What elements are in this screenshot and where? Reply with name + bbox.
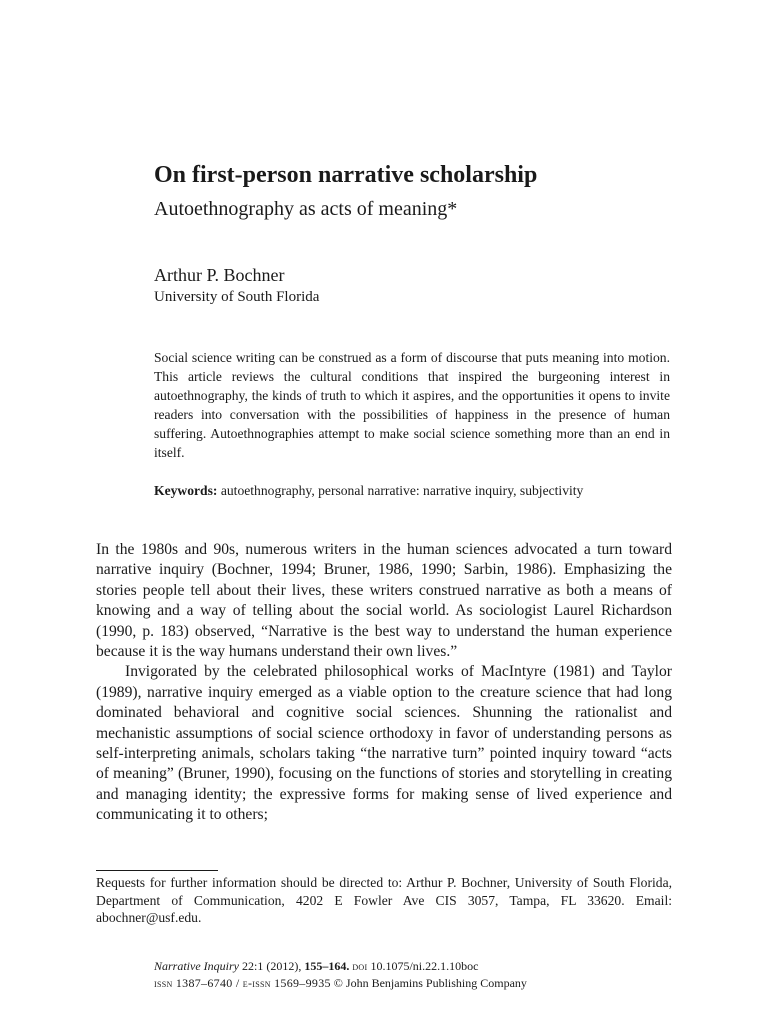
- abstract: Social science writing can be construed as a form of discourse that puts meaning into motion. This article reviews the cultural conditions that inspired the burgeoning interest in autoethnography, the kinds of truth to which it aspires, and the opportunities it opens to invite readers into conversation with the possibilities of happiness in the presence of human suffering. Autoethnographies attempt to make social science something more than an end in itself.: [154, 350, 670, 460]
- article-subtitle: Autoethnography as acts of meaning*: [154, 198, 458, 220]
- keywords-text: autoethnography, personal narrative: narrative inquiry, subjectivity: [220, 483, 584, 498]
- author-affiliation: University of South Florida: [154, 289, 320, 305]
- keywords-label: Keywords:: [154, 483, 218, 498]
- footnote: Requests for further information should be directed to: Arthur P. Bochner, University of South Florida, Department of Communication, 4202 E Fowler Ave CIS 3057, Tampa, FL 33620. Email: abochner@usf.edu.: [96, 875, 672, 925]
- article-title: On first-person narrative scholarship: [154, 162, 538, 188]
- doi-label: doi: [352, 959, 368, 973]
- doi-value: 10.1075/ni.22.1.10boc: [370, 959, 479, 973]
- copyright-text: © John Benjamins Publishing Company: [333, 976, 527, 990]
- article-header: [154, 160, 674, 222]
- issn-text: issn 1387–6740 / e-issn 1569–9935: [154, 976, 331, 990]
- footnote-divider: [96, 870, 218, 871]
- issn-line: [154, 975, 674, 992]
- journal-pages: 155–164.: [304, 959, 350, 973]
- journal-name: Narrative Inquiry: [154, 959, 239, 973]
- keywords: [154, 481, 694, 500]
- journal-citation: [154, 958, 674, 992]
- journal-volume-year: 22:1 (2012),: [242, 959, 302, 973]
- author-name: Arthur P. Bochner: [154, 265, 285, 285]
- body-text: [96, 540, 672, 826]
- body-paragraph: Invigorated by the celebrated philosophical works of MacIntyre (1981) and Taylor (1989), narrative inquiry emerged as a viable option to the creature science that had long dominated behavioral and cognitive social sciences. Shunning the rationalist and mechanistic assumptions of social science orthodoxy in favor of understanding persons as self-interpreting animals, scholars taking “the narrative turn” pointed inquiry toward “acts of meaning” (Bruner, 1990), focusing on the functions of stories and storytelling in creating and managing identity; the expressive forms for making sense of lived experience and communicating it to others;: [96, 663, 672, 824]
- body-paragraph: In the 1980s and 90s, numerous writers in the human sciences advocated a turn toward narrative inquiry (Bochner, 1994; Bruner, 1986, 1990; Sarbin, 1986). Emphasizing the stories people tell about their lives, these writers construed narrative as both a means of knowing and a way of telling about the social world. As sociologist Laurel Richardson (1990, p. 183) observed, “Narrative is the best way to understand the human experience because it is the way humans understand their own lives.”: [96, 541, 672, 661]
- citation-line: [154, 958, 674, 975]
